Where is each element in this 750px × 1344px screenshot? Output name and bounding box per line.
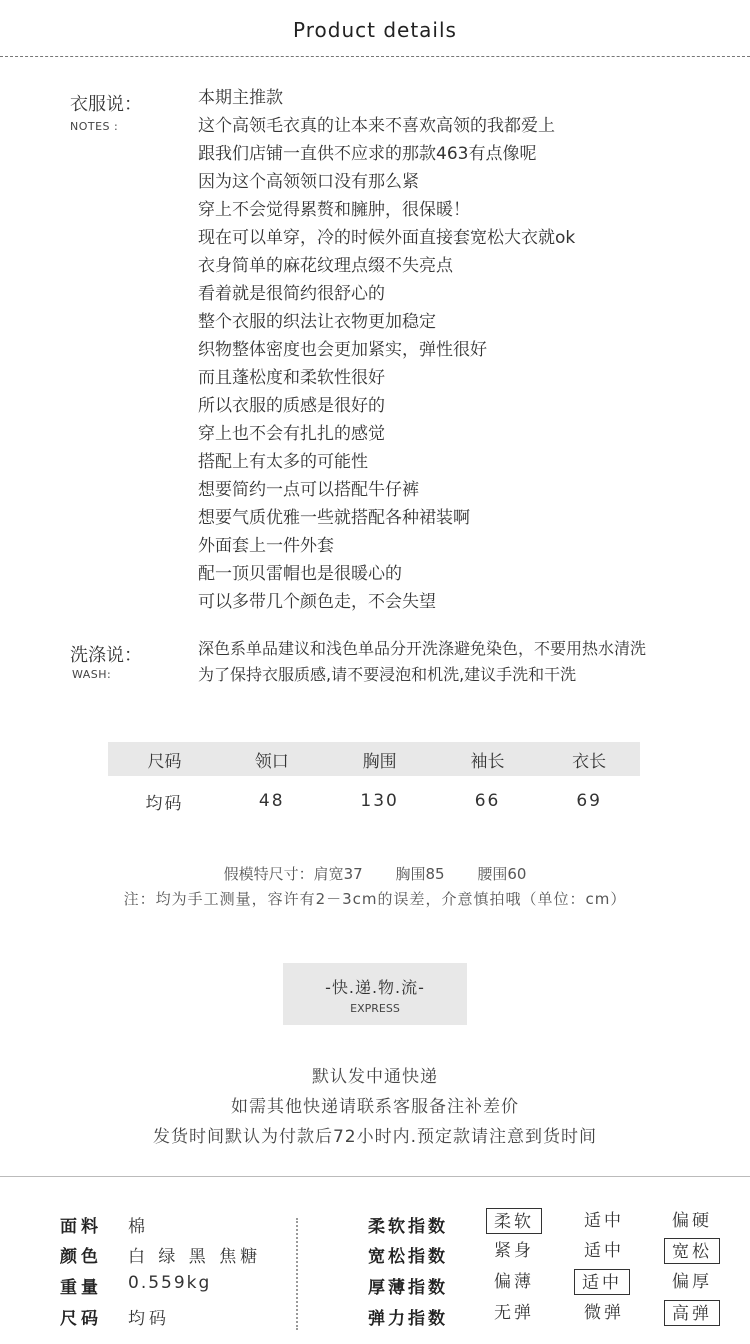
attr-key-color: 颜色	[60, 1247, 102, 1267]
attr-value-fabric: 棉	[128, 1217, 149, 1237]
wash-text	[198, 636, 646, 688]
index-elasticity-option-selected: 高弹	[664, 1300, 720, 1326]
express-title-en: EXPRESS	[350, 1002, 400, 1015]
notes-text	[198, 84, 575, 616]
size-header-cell: 胸围	[323, 742, 437, 776]
notes-line: 可以多带几个颜色走，不会失望	[198, 592, 436, 612]
attr-key-size: 尺码	[60, 1309, 102, 1329]
attr-key-weight: 重量	[60, 1278, 102, 1298]
notes-line: 搭配上有太多的可能性	[198, 452, 368, 472]
size-header-cell: 衣长	[538, 742, 640, 776]
attr-value-weight: 0.559kg	[128, 1273, 212, 1293]
size-cell: 130	[360, 791, 399, 811]
index-looseness-option: 适中	[584, 1241, 624, 1261]
notes-line: 配一顶贝雷帽也是很暖心的	[198, 564, 402, 584]
dotted-separator	[296, 1218, 298, 1330]
notes-line: 跟我们店铺一直供不应求的那款463有点像呢	[198, 144, 537, 164]
index-elasticity-option: 无弹	[494, 1303, 534, 1323]
size-table-header-row	[108, 742, 640, 776]
model-bust: 胸围85	[395, 865, 445, 883]
notes-line: 想要简约一点可以搭配牛仔裤	[198, 480, 419, 500]
wash-label-cn: 洗涤说：	[70, 645, 142, 666]
section-divider	[0, 1176, 750, 1177]
attr-value-size: 均码	[128, 1309, 170, 1329]
index-softness-option: 适中	[584, 1211, 624, 1231]
notes-line: 想要气质优雅一些就搭配各种裙装啊	[198, 508, 470, 528]
notes-line: 本期主推款	[198, 88, 283, 108]
notes-line: 外面套上一件外套	[198, 536, 334, 556]
notes-line: 现在可以单穿，冷的时候外面直接套宽松大衣就ok	[198, 228, 576, 248]
index-softness-option-selected: 柔软	[486, 1208, 542, 1234]
notes-line: 穿上也不会有扎扎的感觉	[198, 424, 385, 444]
attr-key-fabric: 面料	[60, 1217, 102, 1237]
page-title: Product details	[293, 18, 457, 42]
size-cell: 均码	[145, 793, 184, 814]
index-thickness-label: 厚薄指数	[368, 1278, 448, 1298]
size-header-cell: 领口	[221, 742, 323, 776]
wash-line: 为了保持衣服质感,请不要浸泡和机洗,建议手洗和干洗	[198, 665, 577, 684]
notes-label-en: NOTES :	[70, 120, 119, 133]
size-header-cell: 袖长	[437, 742, 539, 776]
notes-line: 所以衣服的质感是很好的	[198, 396, 385, 416]
wash-line: 深色系单品建议和浅色单品分开洗涤避免染色，不要用热水清洗	[198, 639, 647, 658]
index-softness-label: 柔软指数	[368, 1217, 448, 1237]
notes-line: 整个衣服的织法让衣物更加稳定	[198, 312, 436, 332]
size-table-row	[108, 776, 640, 826]
model-waist: 腰围60	[477, 865, 527, 883]
index-looseness-label: 宽松指数	[368, 1247, 448, 1267]
model-label: 假模特尺寸：	[223, 865, 314, 883]
size-cell: 48	[258, 791, 285, 811]
index-elasticity-option: 微弹	[584, 1303, 624, 1323]
model-shoulder: 肩宽37	[313, 865, 363, 883]
notes-line: 这个高领毛衣真的让本来不喜欢高领的我都爱上	[198, 116, 555, 136]
notes-line: 穿上不会觉得累赘和臃肿，很保暖！	[198, 200, 470, 220]
shipping-line: 发货时间默认为付款后72小时内.预定款请注意到货时间	[152, 1127, 598, 1147]
size-table	[108, 742, 640, 826]
index-elasticity-label: 弹力指数	[368, 1309, 448, 1329]
index-thickness-option: 偏薄	[494, 1272, 534, 1292]
size-cell: 66	[474, 791, 501, 811]
notes-line: 而且蓬松度和柔软性很好	[198, 368, 385, 388]
express-title-cn: -快.递.物.流-	[325, 978, 425, 997]
notes-line: 看着就是很简约很舒心的	[198, 284, 385, 304]
title-divider	[0, 56, 750, 57]
notes-line: 因为这个高领领口没有那么紧	[198, 172, 419, 192]
index-looseness-option: 紧身	[494, 1241, 534, 1261]
notes-line: 织物整体密度也会更加紧实，弹性很好	[198, 340, 487, 360]
size-cell: 69	[576, 791, 602, 811]
model-measurements	[0, 863, 750, 884]
shipping-line: 如需其他快递请联系客服备注补差价	[231, 1097, 519, 1117]
express-banner	[283, 963, 467, 1025]
measurement-note: 注：均为手工测量，容许有2－3cm的误差，介意慎拍哦（单位：cm）	[123, 890, 627, 908]
notes-line: 衣身简单的麻花纹理点缀不失亮点	[198, 256, 453, 276]
wash-label-en: WASH:	[72, 668, 112, 681]
index-thickness-option-selected: 适中	[574, 1269, 630, 1295]
size-header-cell: 尺码	[108, 742, 221, 776]
index-thickness-option: 偏厚	[672, 1272, 712, 1292]
index-looseness-option-selected: 宽松	[664, 1238, 720, 1264]
attr-value-color: 白 绿 黑 焦糖	[128, 1247, 262, 1267]
notes-label-cn: 衣服说：	[70, 94, 142, 115]
index-softness-option: 偏硬	[672, 1211, 712, 1231]
shipping-line: 默认发中通快递	[312, 1067, 438, 1087]
